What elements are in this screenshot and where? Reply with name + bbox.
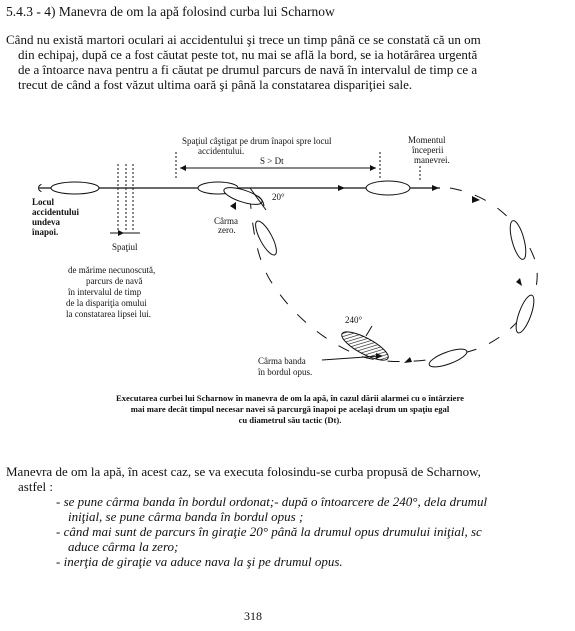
angle-20-label: 20°: [272, 192, 285, 202]
ship-hull: [427, 346, 469, 371]
spatiul-label: de la dispariţia omului: [66, 298, 147, 308]
unknown-space-arrow: [118, 230, 124, 236]
intro-line: trecut de când a fost văzut ultima oară şi până la constatarea dispariţiei sale.: [18, 77, 413, 92]
space-gained-label-line: Spaţiul câştigat pe drum înapoi spre locul: [182, 136, 332, 146]
ship-hull: [513, 293, 538, 335]
turn-arrow: [516, 278, 522, 286]
bullet-line: aduce cârma la zero;: [68, 539, 179, 554]
course-arrow: [432, 185, 439, 191]
caption-line: Executarea curbei lui Scharnow în manevra de om la apă, în cazul dării alarmei cu o întârziere: [116, 393, 464, 403]
ship-hull: [366, 181, 410, 195]
space-gained-label-line: accidentului.: [198, 146, 245, 156]
spatiul-label: Spaţiul: [112, 242, 138, 252]
locul-label: Locul: [32, 197, 55, 207]
body-line: astfel :: [18, 479, 54, 494]
space-gained-label: [182, 136, 332, 146]
moment-label: Momentul: [408, 135, 446, 145]
spatiul-label: de mărime necunoscută,: [68, 265, 156, 275]
carma-banda-label: în bordul opus.: [258, 367, 313, 377]
carma-zero-label: zero.: [218, 225, 236, 235]
angle-240-leader: [366, 326, 372, 336]
spatiul-label: în intervalul de timp: [68, 287, 142, 297]
procedure-paragraph: [6, 464, 566, 569]
caption-line: cu diametrul său tactic (Dt).: [238, 415, 342, 425]
s-dt-dimension-arrow: [370, 165, 376, 171]
s-dt-label: S > Dt: [260, 156, 284, 166]
intro-line: Când nu există martori oculari ai accidentului şi trece un timp până ce se constată că un om: [6, 32, 481, 47]
intro-paragraph: [6, 32, 564, 92]
body-line: Manevra de om la apă, în acest caz, se va executa folosindu-se curba propusă de Scharnow,: [6, 464, 481, 479]
ship-hull-240: [338, 327, 391, 366]
intro-line: de a întoarce nava pentru a fi căutat pe drumul parcurs de navă în intervalul de timp ce a: [18, 62, 478, 77]
locul-label: accidentului: [32, 207, 80, 217]
moment-label: începerii: [412, 145, 444, 155]
turn-arrow: [230, 202, 236, 210]
s-dt-dimension-arrow: [180, 165, 186, 171]
spatiul-label: parcurs de navă: [86, 276, 143, 286]
locul-label: undeva: [32, 217, 61, 227]
page-number: 318: [244, 609, 262, 623]
bullet-line: - inerţia de giraţie va aduce nava la şi pe drumul opus.: [56, 554, 343, 569]
scharnow-turn-figure: [0, 130, 575, 390]
course-arrow: [338, 185, 345, 191]
angle-240-label: 240°: [345, 315, 363, 325]
ship-hull: [507, 219, 529, 261]
figure-caption: [50, 393, 530, 426]
section-heading: 5.4.3 - 4) Manevra de om la apă folosind curba lui Scharnow: [6, 4, 335, 19]
carma-banda-label: Cârma banda: [258, 356, 306, 366]
space-gained-label: [198, 146, 244, 156]
spatiul-label: la constatarea lipsei lui.: [66, 309, 151, 319]
turn-arrow: [404, 357, 412, 363]
locul-label: înapoi.: [32, 227, 59, 237]
ship-hull: [252, 218, 280, 257]
scharnow-turn-path: [250, 188, 537, 362]
ship-hull: [51, 182, 99, 194]
intro-line: din echipaj, după ce a fost căutat peste tot, nu mai se află la bord, se ia hotărârea urgentă: [18, 47, 478, 62]
moment-label: manevrei.: [414, 155, 450, 165]
carma-zero-label: Cârma: [214, 216, 238, 226]
bullet-line: - se pune cârma banda în bordul ordonat;- după o întoarcere de 240°, dela drumul: [56, 494, 488, 509]
caption-line: mai mare decât timpul necesar navei să parcurgă înapoi pe acelaşi drum un spaţiu egal: [130, 404, 450, 414]
bullet-line: iniţial, se pune cârma banda în bordul opus ;: [68, 509, 304, 524]
bullet-line: - când mai sunt de parcurs în giraţie 20° până la drumul opus drumului iniţial, sc: [56, 524, 482, 539]
